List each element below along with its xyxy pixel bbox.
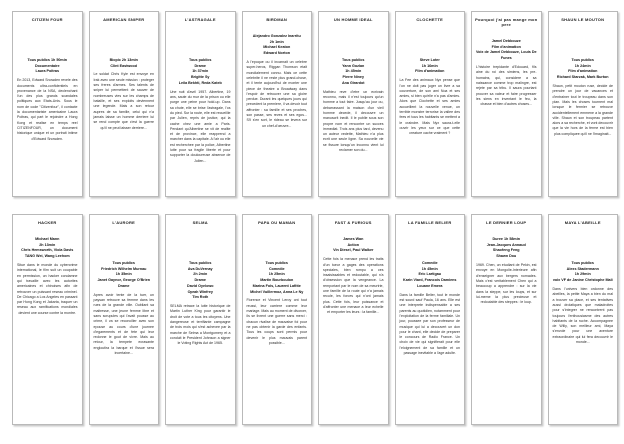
movie-credits bbox=[552, 261, 615, 284]
credit-line: Alejandro Gonzalez Inarritu bbox=[252, 34, 301, 38]
credit-line: Michael Mann bbox=[35, 237, 60, 241]
movie-title: UN HOMME IDEAL bbox=[333, 17, 373, 22]
movie-credits bbox=[93, 58, 156, 69]
movie-card[interactable] bbox=[318, 214, 389, 425]
movie-card[interactable] bbox=[471, 214, 542, 425]
movie-credits bbox=[246, 261, 309, 295]
movie-credits bbox=[16, 237, 79, 260]
credit-line: 1h 24min bbox=[574, 63, 591, 68]
credit-line: Laura Poitras bbox=[35, 69, 60, 74]
spacer bbox=[399, 24, 462, 58]
credit-line: 2h 13min bbox=[39, 242, 56, 247]
credit-line: Ana Girardot bbox=[341, 80, 365, 85]
spacer bbox=[246, 227, 309, 261]
movie-synopsis: Apres avoir tente de la tuer, un paysan retrouve sa femme dans les rues de la grande ville. Oubliant sa maitresse, une jeune femme libre et sans scrupules qui l'avait pousse au crime, il va se reconcilier avec son epouse au cours d'une journee d'egarements et de fete qui leur redonne le gout de vivre. Mais au retour, la tempete ecrasante engloutira la barque et l'issue sera incertaine... bbox=[93, 292, 154, 356]
credit-line: Comedie bbox=[421, 261, 438, 265]
movie-body bbox=[399, 227, 462, 420]
movie-synopsis: Shaun, petit mouton ruse, decide de prendre un jour de vacances et d'entrainer tout le troupeau dans son plan. Mais les choses tournent mal lorsque le fermier se retrouve accidentellement emmene a la grande ville. Shaun et son troupeau partent alors a sa recherche, et vont decouvrir que la vie hors de la ferme est bien plus compliquee qu'il ne l'imaginait... bbox=[552, 83, 613, 136]
credit-line: Karin Viard, Francois Damiens bbox=[403, 278, 457, 283]
credit-line: Drame bbox=[194, 278, 206, 283]
credit-line: Tous publics bbox=[189, 261, 212, 265]
credit-line: Documentaire bbox=[34, 63, 60, 68]
credit-line: Alexs Stadermann bbox=[566, 266, 599, 271]
movie-body bbox=[475, 29, 538, 192]
movie-synopsis: SELMA retrace la lutte historique de Martin Luther King pour garantir le droit de vote a tous les citoyens. Une dangereuse et terrifiante campagne de trois mois qui s'est achevee par la marche de Selma a Montgomery et a conduit le President Johnson a signer le Voting Rights Act de 1965. bbox=[170, 304, 231, 346]
movie-title: Pourquoi j'ai pas mange mon pere bbox=[475, 17, 538, 27]
credit-line: Film d'animation bbox=[568, 69, 598, 74]
spacer bbox=[16, 227, 79, 237]
spacer bbox=[552, 227, 615, 261]
credit-line: Tim Roth bbox=[192, 295, 209, 300]
credit-line: 1h 29min bbox=[574, 272, 591, 277]
spacer bbox=[93, 227, 156, 261]
credit-line: Richard Starzak, Mark Burton bbox=[556, 75, 609, 80]
credit-line: Shaofeng Feng bbox=[492, 248, 520, 253]
card-row-bottom bbox=[12, 214, 618, 425]
movie-card[interactable] bbox=[242, 214, 313, 425]
movie-title: L'AURORE bbox=[112, 220, 136, 225]
credit-line: 1h 16min bbox=[421, 63, 438, 68]
movie-title: LA FAMILLE BELIER bbox=[408, 220, 452, 225]
credit-line: Drame bbox=[194, 63, 206, 68]
movie-body bbox=[93, 24, 156, 192]
movie-body bbox=[16, 227, 79, 420]
movie-card[interactable] bbox=[165, 214, 236, 425]
spacer bbox=[246, 24, 309, 34]
credit-line: Jean-Jacques Annaud bbox=[486, 242, 526, 247]
movie-card[interactable] bbox=[548, 11, 619, 197]
movie-synopsis: Dans la famille Belier, tout le monde est sourd sauf Paula, 16 ans. Elle est une interprete indispensable a ses parents au quotidien, notamment pour l'exploitation de la ferme familiale. Un jour, poussee par son professeur de musique qui lui a decouvert un don pour le chant, elle decide de preparer le concours de Radio France. Un choix de vie qui signifierait pour elle l'eloignement de sa famille et un passage inevitable a l'age adulte. bbox=[399, 292, 460, 356]
credit-line: Steve Loter bbox=[419, 58, 440, 62]
credit-line: Pierre Niney bbox=[342, 75, 365, 80]
movie-synopsis: Mathieu reve d'etre un ecrivain reconnu, mais il n'est toujours qu'un homme a tout faire. Jusqu'au jour ou, debarrassant la maison d'un vieil homme decede, il decouvre un manuscrit inedit. Il le publie sous son propre nom et rencontre un succes immediat. Trois ans plus tard, devenu un auteur vedette, Mathieu n'a plus ecrit une seule ligne. Sa nouvelle vie se fissure lorsqu'un inconnu vient lui reclamer son du... bbox=[323, 89, 384, 153]
movie-credits bbox=[475, 237, 538, 260]
movie-body bbox=[552, 227, 615, 420]
credit-line: Leila Bekhti, Reda Kateb bbox=[178, 80, 222, 85]
movie-credits bbox=[16, 58, 79, 75]
movie-body bbox=[16, 24, 79, 192]
movie-title: MAYA L'ABEILLE bbox=[564, 220, 601, 225]
movie-synopsis: En 2013, Edward Snowden revele des documents ultra-confidentiels en provenance de la NSA, declenchant l'un des plus grands scandales politiques aux Etats-Unis. Sous le nom de code "Citizenfour", il contacte la documentariste americaine Laura Poitras, qui part le rejoindre a Hong Kong et realise en temps reel CITIZENFOUR, un document historique unique et un portrait intime d'Edward Snowden. bbox=[17, 78, 78, 141]
movie-card[interactable] bbox=[12, 11, 83, 197]
credit-line: 2h 2min bbox=[193, 272, 208, 277]
credit-line: 1h 45min bbox=[345, 69, 362, 74]
credit-line: Oprah Winfrey bbox=[187, 289, 213, 294]
credit-line: Clint Eastwood bbox=[110, 63, 138, 68]
credit-line: TANG Wei, Wang Leehom bbox=[24, 254, 70, 259]
movie-title: CLOCHETTE bbox=[416, 17, 444, 22]
credit-line: 2h 1min bbox=[269, 39, 284, 44]
credit-line: Vin Diesel, Paul Walker bbox=[333, 248, 374, 253]
credit-line: Edward Norton bbox=[263, 51, 290, 56]
credit-line: Tous publics 1h 50min bbox=[27, 58, 67, 62]
credit-line: voix VF de Janine Christophe Mali bbox=[552, 278, 613, 283]
movie-synopsis: La Fee des animaux Nyx pense que l'on ne doit pas juger un livre a sa couverture, de son ami Noa et ses amies, si bien qu'elle n'a pas d'amies. Alors que Clochette et ses amies accueillent la nouvelle venue, un terrible monstre terrorise la vallee des fees et tous les habitants se mettent a le craindre. Mais Nyx saura-t-elle ouvrir les yeux sur ce que cette creature cache vraiment ? bbox=[399, 78, 460, 136]
credit-line: Brigitte Sy bbox=[191, 75, 210, 80]
credit-line: Duree 1h 58min bbox=[492, 237, 520, 241]
spacer bbox=[169, 227, 232, 261]
movie-title: HACKER bbox=[37, 220, 57, 225]
credit-line: Film d'animation bbox=[491, 44, 521, 49]
credit-line: Tous publics bbox=[571, 58, 594, 62]
credit-line: Marina Fois, Laurent Lafitte bbox=[252, 283, 301, 288]
movie-credits bbox=[475, 39, 538, 62]
movie-body bbox=[93, 227, 156, 420]
credit-line: Shawn Dou bbox=[496, 254, 517, 259]
credit-line: Comedie bbox=[268, 266, 285, 271]
movie-credits bbox=[322, 237, 385, 254]
movie-synopsis: Situe dans le monde du cybercrime international, le film suit un coupable en permission, un hacker condamne qui travaille avec les autorites americaines et chinoises afin de retrouver un puissant reseau criminel. De Chicago a Los Angeles en passant par Hong Kong et Jakarta, traquer un reseau aux ramifications mondiales devient une course contre la montre. bbox=[17, 262, 78, 315]
movie-card[interactable] bbox=[395, 214, 466, 425]
movie-synopsis: Dans l'univers bien ordonne des abeilles, la petite Maya a bien du mal a trouver sa place, et ses tentatives aussi drolatiques que maladroites pour s'integrer ne rencontrent pas toujours l'enthousiasme des autres habitants de la ruche. Accompagnee de Willy, son meilleur ami, Maya s'envole pour une aventure extraordinaire qui lui fera decouvrir le monde... bbox=[552, 286, 613, 345]
movie-synopsis: A l'epoque ou il incarnait un celebre super-heros, Riggan Thomson etait mondialement connu. Mais ce cette celebrite il ne reste plus grand-chose, et il tente aujourd'hui de monter une piece de theatre a Broadway dans l'espoir de retrouver une sa gloire perdue. Durant les quelques jours qui precedent la premiere, il va devoir tout affronter : sa famille et ses proches, son passe, ses reves et ses egos... S'il s'en sort, le rideau se levera sur un chef-d'oeuvre... bbox=[246, 59, 307, 128]
movie-credits bbox=[322, 58, 385, 87]
credit-line: Chris Hemsworth, Viola Davis bbox=[21, 248, 74, 253]
movie-card[interactable] bbox=[89, 11, 160, 197]
spacer bbox=[399, 227, 462, 261]
spacer bbox=[93, 24, 156, 58]
movie-title: PAPA OU MAMAN bbox=[258, 220, 296, 225]
spacer bbox=[322, 227, 385, 237]
movie-synopsis: Florence et Vincent Leroy ont tout reussi, leur carriere comme leur mariage. Mais au moment de divorcer, ils se livrent une guerre sans merci : chacun rivalise de mauvaise foi pour ne pas obtenir la garde des enfants. Tous les coups sont permis pour devenir le plus mauvais parent possible... bbox=[246, 298, 307, 345]
credit-line: Michel Vuillermoz, Anna Le Ny bbox=[250, 289, 304, 294]
movie-card[interactable] bbox=[89, 214, 160, 425]
movie-body bbox=[246, 227, 309, 420]
movie-credits bbox=[552, 58, 615, 81]
movie-credits bbox=[93, 261, 156, 290]
movie-body bbox=[475, 227, 538, 420]
credit-line: 1h 35min bbox=[115, 272, 132, 277]
credit-line: Tous publics bbox=[189, 58, 212, 62]
credit-line: Drame bbox=[118, 283, 130, 288]
credit-line: James Wan bbox=[343, 237, 364, 241]
movie-title: CITIZEN FOUR bbox=[31, 17, 63, 22]
credit-line: 1h 25min bbox=[268, 272, 285, 277]
credit-line: Tous publics bbox=[112, 261, 135, 265]
movie-body bbox=[322, 24, 385, 192]
spacer bbox=[475, 227, 538, 237]
movie-body bbox=[169, 24, 232, 192]
movie-credits bbox=[246, 34, 309, 57]
movie-title: FAST & FURIOUS bbox=[334, 220, 372, 225]
card-row-top bbox=[12, 11, 618, 197]
credit-line: Ava DuVernay bbox=[187, 266, 213, 271]
movie-card[interactable] bbox=[242, 11, 313, 197]
movie-title: SHAUN LE MOUTON bbox=[561, 17, 605, 22]
spacer bbox=[169, 24, 232, 58]
movie-title: LE DERNIER LOUP bbox=[486, 220, 527, 225]
credit-line: Friedrich Wilhelm Murnau bbox=[101, 266, 147, 271]
credit-line: Film d'animation bbox=[415, 69, 445, 74]
movie-card[interactable] bbox=[548, 214, 619, 425]
credit-line: Eric Lartigau bbox=[418, 272, 442, 277]
movie-credits bbox=[399, 58, 462, 75]
credit-line: Jamel Debbouze bbox=[491, 39, 521, 43]
credit-line: Martin Bourboulon bbox=[260, 278, 294, 283]
spacer bbox=[322, 24, 385, 58]
credit-line: Tous publics bbox=[342, 58, 365, 62]
movie-body bbox=[399, 24, 462, 192]
movie-card[interactable] bbox=[165, 11, 236, 197]
movie-body bbox=[246, 24, 309, 192]
credit-line: David Oyelowo bbox=[187, 283, 214, 288]
movie-body bbox=[322, 227, 385, 420]
spacer bbox=[475, 29, 538, 39]
movie-synopsis: 1969. Chen, un etudiant de Pekin, est envoye en Mongolie-Interieure afin d'enseigner aux bergers nomades. Mais c'est veritablement Chen qui a beaucoup a apprendre : sur la vie dans la steppe, sur les loups, et sur lui-meme la plus precieuse et redoutable des steppes : le loup. bbox=[476, 262, 537, 305]
movie-credits bbox=[169, 261, 232, 301]
credit-line: Louane Emera bbox=[417, 283, 443, 288]
movie-card[interactable] bbox=[318, 11, 389, 197]
movie-card[interactable] bbox=[395, 11, 466, 197]
movie-synopsis: Le soldat Chris Kyle est envoye en Irak avec une seule mission : proteger ses freres d'armes. Ses talents de sniper lui permettent de sauver de nombreuses vies sur les champs de bataille, et ses exploits deviennent une legende. Mais a son retour aupres de sa famille, celui qui n'a jamais laisse un homme derriere lui se rend compte que c'est la guerre qu'il ne peut laisser derriere... bbox=[93, 72, 154, 130]
movie-title: AMERICAN SNIPER bbox=[103, 17, 145, 22]
credit-line: 1h 37min bbox=[192, 69, 209, 74]
credit-line: Yann Gozlan bbox=[342, 63, 365, 68]
movie-card[interactable] bbox=[12, 214, 83, 425]
credit-line: 1h 45min bbox=[421, 266, 438, 271]
movie-credits bbox=[399, 261, 462, 290]
credit-line: Action bbox=[347, 242, 359, 247]
credit-line: Biopic 2h 13min bbox=[109, 58, 138, 62]
credit-line: Voix de Jamel Debbouze, Louis De Funes bbox=[475, 50, 537, 61]
movie-synopsis: L'histoire trepidante d'Edouard, fils aine du roi des simiens, les pre-humains, qui, considere a sa naissance comme trop malingre, est rejete par sa tribu. Il saura pourtant prouver sa valeur et faire progresser les siens en inventant le feu, la chasse et bien d'autres choses... bbox=[476, 64, 537, 107]
movie-title: L'ASTRAGALE bbox=[184, 17, 216, 22]
credit-line: Janet Gaynor, George O'Brien bbox=[97, 278, 151, 283]
spacer bbox=[552, 24, 615, 58]
movie-body bbox=[552, 24, 615, 192]
movie-card[interactable] bbox=[471, 11, 542, 197]
movie-synopsis: Une nuit d'avril 1957. Albertine, 19 ans, saute du mur de la prison ou elle purge une peine pour hold-up. Dans sa chute, elle se brise l'astragale, l'os du pied. Sur la route, elle est recueillie par Julien, repris de justice, qui la cache chez une amie a Paris. Pendant qu'Albertine se vit de realite et de province, elle reapprend a marcher dans la capitale. A l'air ou elle est recherchee par la police, Albertine lutte pour sa fragile liberte et pour supporter la douloureuse absence de Julien... bbox=[170, 89, 231, 163]
spacer bbox=[16, 24, 79, 58]
movie-credits bbox=[169, 58, 232, 87]
movie-title: SELMA bbox=[192, 220, 208, 225]
movie-synopsis: Cette fois la menace prend les traits d'un tueur a gages des operations speciales, bien rompu a ces insaisissables et redoutable, qui n'a d'obsession que la vengeance. La remportant par le nom de sa meurtrie, une famille de la route qui n'a jamais recule, les forces qui n'ont jamais plus. Cette fois, leur puissance et d'affronter une menace a leur echelle et emporter les leurs : la famille... bbox=[323, 257, 384, 315]
credit-line: Michael Keaton bbox=[263, 45, 291, 50]
credit-line: Tous publics bbox=[265, 261, 288, 265]
movie-title: BIRDMAN bbox=[266, 17, 288, 22]
credit-line: Tous publics bbox=[571, 261, 594, 265]
movie-body bbox=[169, 227, 232, 420]
